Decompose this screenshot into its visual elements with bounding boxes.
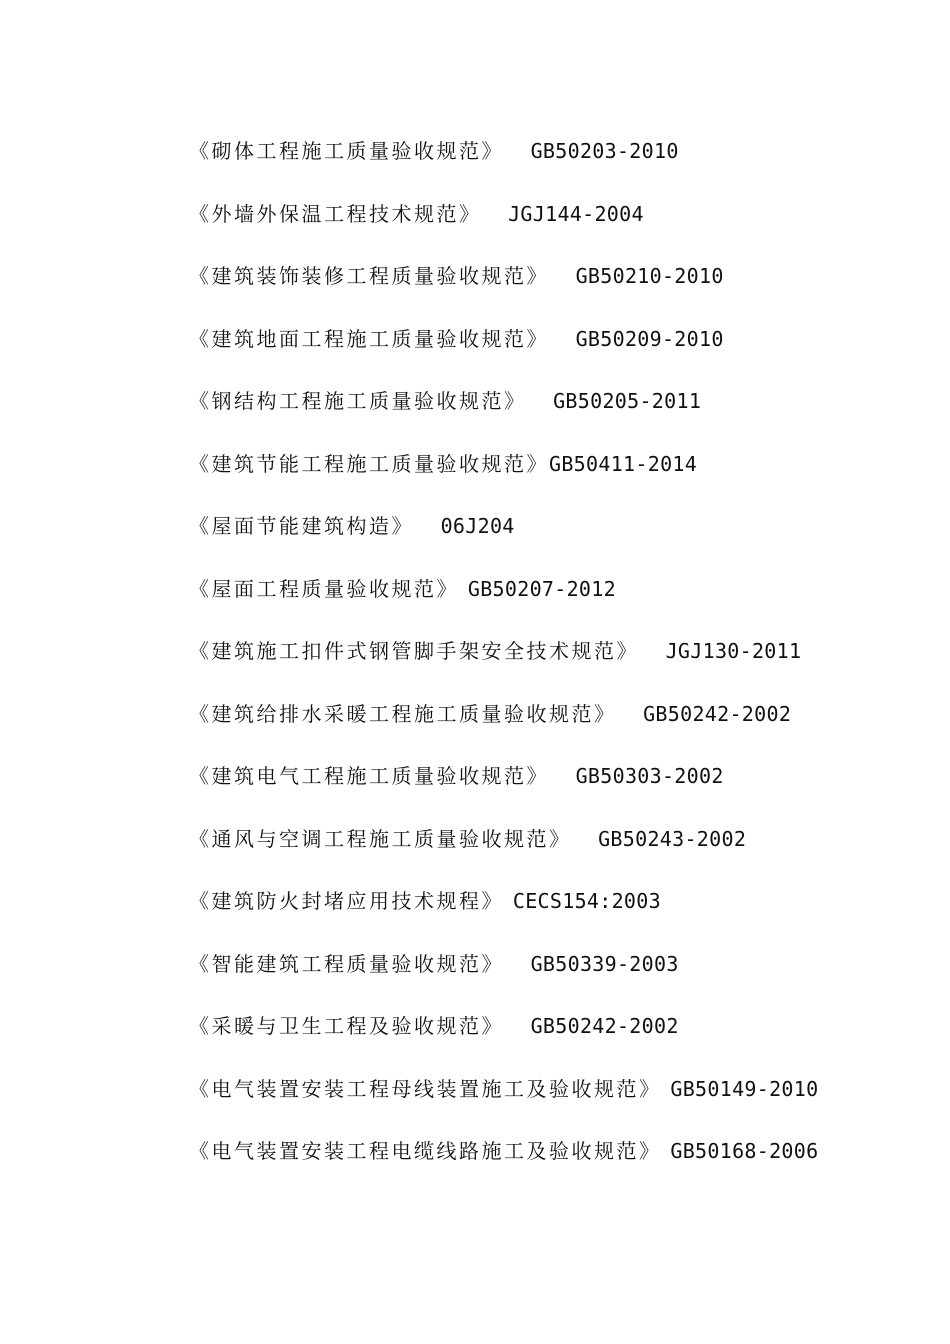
standard-title: 《建筑装饰装修工程质量验收规范》 xyxy=(189,264,549,288)
standard-item xyxy=(189,572,818,635)
spacer xyxy=(639,639,666,663)
spacer xyxy=(504,889,513,913)
standard-code: GB50339-2003 xyxy=(530,951,679,976)
standard-title: 《屋面节能建筑构造》 xyxy=(189,514,414,538)
standard-code: GB50303-2002 xyxy=(575,764,724,788)
spacer xyxy=(617,702,644,726)
standard-title: 《建筑防火封堵应用技术规程》 xyxy=(189,889,504,913)
standard-title: 《通风与空调工程施工质量验收规范》 xyxy=(189,826,572,851)
standard-item xyxy=(189,509,818,572)
spacer xyxy=(549,264,576,288)
standard-item xyxy=(189,1009,818,1072)
standard-item xyxy=(189,322,818,385)
standard-code: JGJ144-2004 xyxy=(508,201,644,226)
standard-item xyxy=(189,884,818,947)
spacer xyxy=(414,514,441,538)
spacer xyxy=(504,1014,531,1038)
standard-code: CECS154:2003 xyxy=(512,889,661,913)
standards-list xyxy=(189,134,818,1197)
standard-title: 《电气装置安装工程母线装置施工及验收规范》 xyxy=(189,1076,662,1101)
spacer xyxy=(527,389,554,413)
spacer xyxy=(504,952,531,976)
standard-item xyxy=(189,759,818,822)
spacer xyxy=(459,577,468,601)
standard-title: 《钢结构工程施工质量验收规范》 xyxy=(189,389,527,413)
standard-code: GB50242-2002 xyxy=(643,701,792,726)
standard-code: GB50207-2012 xyxy=(467,576,616,601)
standard-title: 《砌体工程施工质量验收规范》 xyxy=(189,139,504,163)
standard-item xyxy=(189,1072,818,1135)
standard-item xyxy=(189,634,818,697)
spacer xyxy=(549,764,576,788)
standard-code: GB50242-2002 xyxy=(530,1014,679,1038)
standard-code: GB50203-2010 xyxy=(530,139,679,163)
standard-code: 06J204 xyxy=(440,514,515,538)
standard-title: 《建筑给排水采暖工程施工质量验收规范》 xyxy=(189,701,617,726)
standard-code: GB50243-2002 xyxy=(598,826,747,851)
standard-item xyxy=(189,697,818,760)
standard-title: 《电气装置安装工程电缆线路施工及验收规范》 xyxy=(189,1139,662,1163)
standard-item xyxy=(189,447,818,510)
standard-code: JGJ130-2011 xyxy=(665,639,802,663)
standard-item xyxy=(189,259,818,322)
standard-code: GB50205-2011 xyxy=(553,389,702,413)
standard-title: 《建筑电气工程施工质量验收规范》 xyxy=(189,764,549,788)
standard-item xyxy=(189,134,818,197)
standard-code: GB50168-2006 xyxy=(670,1139,819,1163)
standard-item xyxy=(189,822,818,885)
spacer xyxy=(572,827,599,851)
standard-title: 《智能建筑工程质量验收规范》 xyxy=(189,951,504,976)
standard-code: GB50209-2010 xyxy=(575,326,724,351)
standard-item xyxy=(189,947,818,1010)
standard-title: 《建筑节能工程施工质量验收规范》 xyxy=(189,451,549,476)
standard-title: 《屋面工程质量验收规范》 xyxy=(189,576,459,601)
standard-title: 《建筑地面工程施工质量验收规范》 xyxy=(189,326,549,351)
standard-code: GB50411-2014 xyxy=(549,451,698,476)
standard-code: GB50210-2010 xyxy=(575,264,724,288)
standard-title: 《外墙外保温工程技术规范》 xyxy=(189,201,482,226)
standard-title: 《采暖与卫生工程及验收规范》 xyxy=(189,1014,504,1038)
standard-item xyxy=(189,384,818,447)
standard-code: GB50149-2010 xyxy=(670,1076,819,1101)
standard-item xyxy=(189,197,818,260)
spacer xyxy=(482,202,509,226)
standard-item xyxy=(189,1134,818,1197)
spacer xyxy=(504,139,531,163)
spacer xyxy=(549,327,576,351)
standard-title: 《建筑施工扣件式钢管脚手架安全技术规范》 xyxy=(189,639,639,663)
